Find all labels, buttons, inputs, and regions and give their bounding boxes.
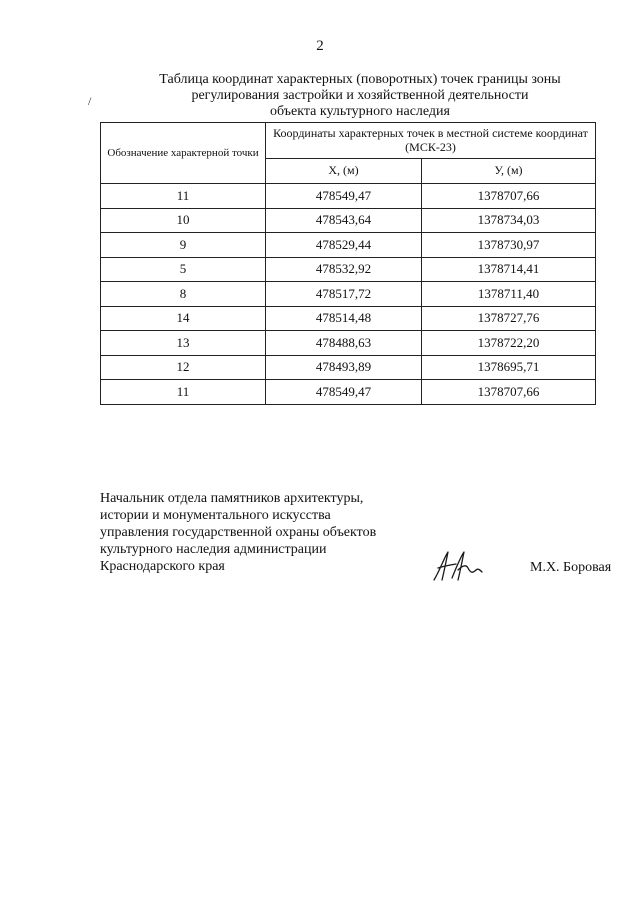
signatory-line-4: культурного наследия администрации bbox=[100, 542, 327, 557]
cell-y: 1378734,03 bbox=[421, 208, 595, 233]
title-line-2: регулирования застройки и хозяйственной деятельности bbox=[191, 88, 529, 103]
cell-x: 478549,47 bbox=[266, 184, 422, 209]
document-title bbox=[100, 72, 620, 120]
signatory-line-2: истории и монументального искусства bbox=[100, 508, 331, 523]
table-row bbox=[101, 233, 596, 258]
cell-y: 1378707,66 bbox=[421, 380, 595, 405]
cell-x: 478488,63 bbox=[266, 331, 422, 356]
cell-x: 478543,64 bbox=[266, 208, 422, 233]
table-row bbox=[101, 257, 596, 282]
signatory-title bbox=[100, 490, 410, 575]
signer-name: М.Х. Боровая bbox=[530, 560, 612, 575]
cell-y: 1378711,40 bbox=[421, 282, 595, 307]
table-row bbox=[101, 355, 596, 380]
table-row bbox=[101, 282, 596, 307]
cell-x: 478549,47 bbox=[266, 380, 422, 405]
signatory-line-5: Краснодарского края bbox=[100, 559, 225, 574]
cell-x: 478529,44 bbox=[266, 233, 422, 258]
cell-point: 9 bbox=[101, 233, 266, 258]
table-row bbox=[101, 208, 596, 233]
cell-point: 14 bbox=[101, 306, 266, 331]
cell-y: 1378695,71 bbox=[421, 355, 595, 380]
cell-y: 1378730,97 bbox=[421, 233, 595, 258]
cell-point: 13 bbox=[101, 331, 266, 356]
cell-x: 478532,92 bbox=[266, 257, 422, 282]
header-point-designation: Обозначение характерной точки bbox=[101, 123, 266, 184]
coordinates-table bbox=[100, 122, 596, 405]
handwritten-signature bbox=[430, 548, 484, 584]
signatory-line-3: управления государственной охраны объектов bbox=[100, 525, 377, 540]
cell-x: 478514,48 bbox=[266, 306, 422, 331]
cell-x: 478517,72 bbox=[266, 282, 422, 307]
table-row bbox=[101, 306, 596, 331]
signatory-line-1: Начальник отдела памятников архитектуры, bbox=[100, 491, 364, 506]
title-line-3: объекта культурного наследия bbox=[270, 104, 450, 119]
title-line-1: Таблица координат характерных (поворотных) точек границы зоны bbox=[159, 72, 561, 87]
table-row bbox=[101, 380, 596, 405]
cell-point: 12 bbox=[101, 355, 266, 380]
table-row bbox=[101, 184, 596, 209]
cell-y: 1378714,41 bbox=[421, 257, 595, 282]
header-coordinates-group: Координаты характерных точек в местной системе координат (МСК-23) bbox=[266, 123, 596, 159]
cell-point: 8 bbox=[101, 282, 266, 307]
cell-point: 5 bbox=[101, 257, 266, 282]
stray-mark: / bbox=[88, 94, 92, 108]
cell-y: 1378722,20 bbox=[421, 331, 595, 356]
cell-x: 478493,89 bbox=[266, 355, 422, 380]
header-x: X, (м) bbox=[266, 158, 422, 183]
cell-point: 11 bbox=[101, 184, 266, 209]
table-row bbox=[101, 331, 596, 356]
cell-y: 1378707,66 bbox=[421, 184, 595, 209]
page-number: 2 bbox=[316, 38, 324, 54]
header-y: У, (м) bbox=[421, 158, 595, 183]
cell-point: 11 bbox=[101, 380, 266, 405]
cell-point: 10 bbox=[101, 208, 266, 233]
cell-y: 1378727,76 bbox=[421, 306, 595, 331]
